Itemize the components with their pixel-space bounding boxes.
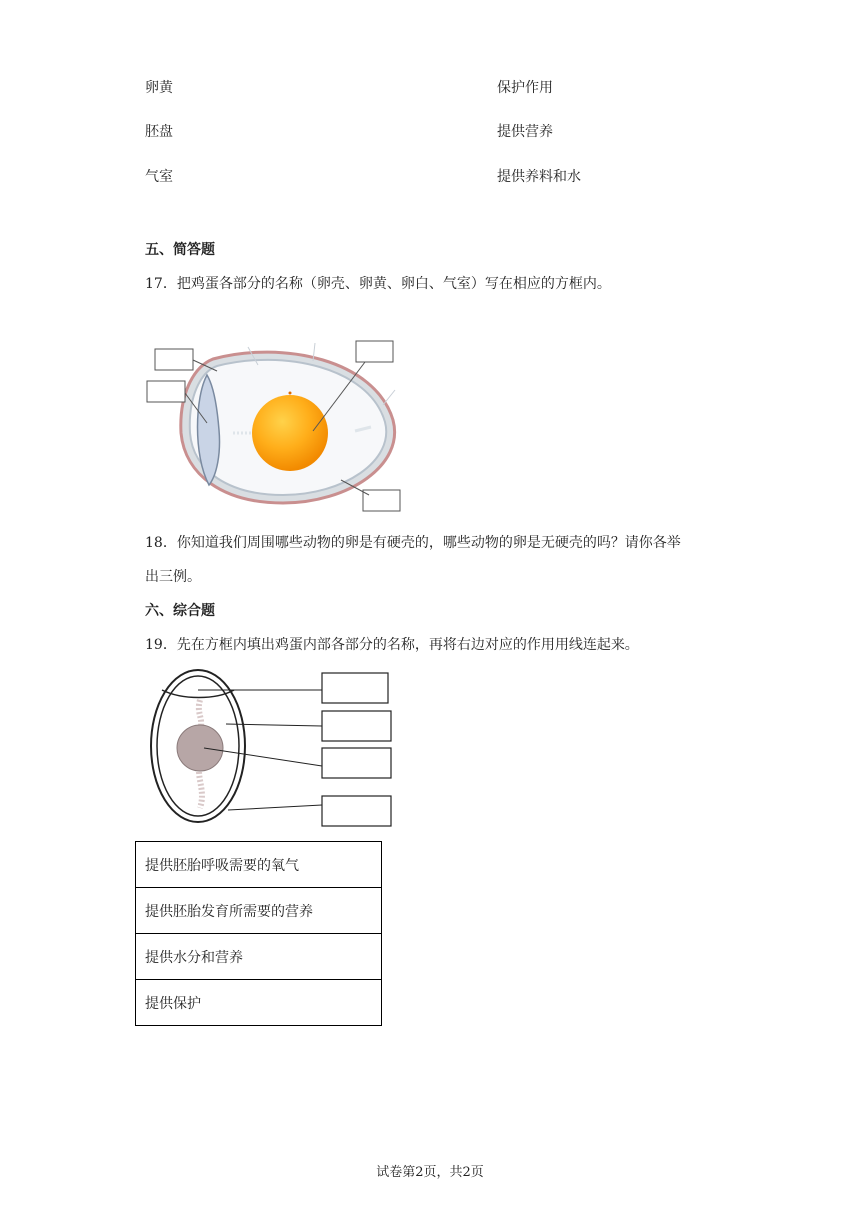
egg-cross-section-diagram xyxy=(143,335,415,515)
egg-internal-diagram xyxy=(148,668,398,830)
function-table xyxy=(135,841,382,1026)
question-18-line2: 出三例。 xyxy=(145,569,201,585)
label-box-bottom-right xyxy=(363,490,400,511)
match-left-1: 卵黄 xyxy=(145,80,173,96)
table-row xyxy=(136,934,382,980)
fill-box-3 xyxy=(322,748,391,778)
label-box-top-left xyxy=(155,349,193,370)
question-19: 19．先在方框内填出鸡蛋内部各部分的名称，再将右边对应的作用用线连起来。 xyxy=(145,637,639,653)
function-cell: 提供胚胎呼吸需要的氧气 xyxy=(136,842,382,888)
section-six-title: 六、综合题 xyxy=(145,603,215,619)
match-right-2: 提供营养 xyxy=(497,124,553,140)
match-left-3: 气室 xyxy=(145,169,173,185)
egg-yolk xyxy=(252,395,328,471)
label-box-top-right xyxy=(356,341,393,362)
table-row xyxy=(136,888,382,934)
label-box-left xyxy=(147,381,185,402)
function-cell: 提供胚胎发育所需要的营养 xyxy=(136,888,382,934)
match-left-2: 胚盘 xyxy=(145,124,173,140)
function-cell: 提供水分和营养 xyxy=(136,934,382,980)
question-17: 17．把鸡蛋各部分的名称（卵壳、卵黄、卵白、气室）写在相应的方框内。 xyxy=(145,276,611,292)
table-row xyxy=(136,980,382,1026)
section-five-title: 五、简答题 xyxy=(145,242,215,258)
fill-box-1 xyxy=(322,673,388,703)
table-row xyxy=(136,842,382,888)
yolk-circle xyxy=(177,725,223,771)
function-cell: 提供保护 xyxy=(136,980,382,1026)
page-footer: 试卷第2页，共2页 xyxy=(376,1165,484,1180)
fill-box-2 xyxy=(322,711,391,741)
fill-box-4 xyxy=(322,796,391,826)
match-right-1: 保护作用 xyxy=(497,80,553,96)
match-right-3: 提供养料和水 xyxy=(497,169,581,185)
question-18-line1: 18．你知道我们周围哪些动物的卵是有硬壳的，哪些动物的卵是无硬壳的吗？请你各举 xyxy=(145,535,681,551)
